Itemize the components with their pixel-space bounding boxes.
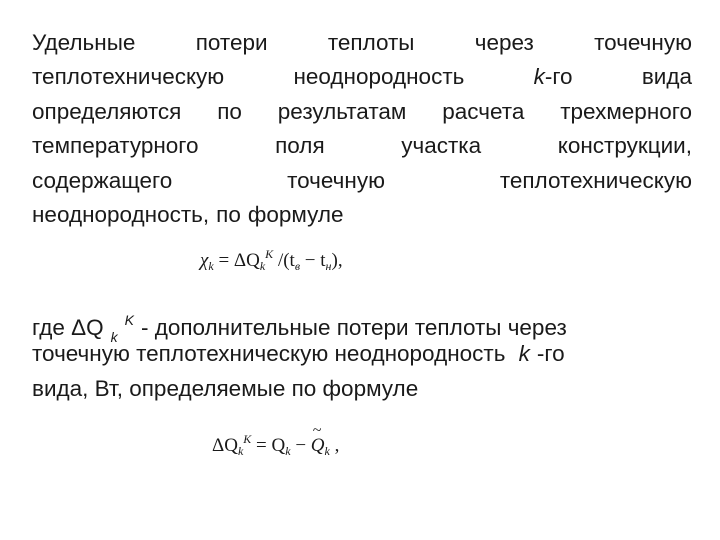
word: потери — [195, 30, 268, 55]
formula-superscript: K — [243, 432, 252, 446]
formula-text: ), — [331, 250, 343, 271]
word: Удельные — [32, 30, 136, 55]
formula-subscript: н — [325, 259, 332, 273]
paragraph-1-line-2 — [32, 60, 692, 94]
paragraph-1 — [32, 26, 692, 232]
word: поля — [275, 133, 325, 159]
word: теплоты — [327, 30, 415, 55]
text — [32, 303, 567, 345]
italic-k: k — [518, 341, 530, 367]
word: неоднородность, — [32, 201, 210, 227]
formula-text: − t — [300, 250, 326, 271]
formula-symbol: χ — [200, 250, 209, 271]
text: где ΔQ — [32, 315, 104, 340]
formula-subscript: k — [324, 444, 330, 458]
formula-subscript: в — [294, 259, 301, 273]
subscript: k — [110, 329, 118, 345]
paragraph-2-line-1 — [32, 303, 692, 345]
paragraph-1-line-1 — [32, 26, 692, 60]
text: -го — [536, 341, 565, 367]
formula-subscript: k — [208, 259, 214, 273]
paragraph-2 — [32, 303, 692, 406]
text — [32, 337, 565, 371]
word: точечную — [594, 30, 692, 55]
paragraph-1-line-4 — [32, 129, 692, 163]
word: результатам — [277, 98, 407, 124]
formula-subscript: k — [237, 444, 244, 458]
word: неоднородность — [293, 64, 465, 90]
word: участка — [401, 133, 482, 159]
word: точечную — [287, 167, 385, 193]
formula-specific-heat-loss — [200, 247, 343, 274]
formula-additional-heat-loss — [212, 432, 339, 459]
paragraph-2-line-3 — [32, 372, 692, 406]
word: содержащего — [32, 167, 173, 193]
text: точечную теплотехническую неоднородность — [32, 341, 512, 367]
word: трехмерного — [560, 98, 692, 124]
formula-text: /(t — [273, 250, 295, 271]
formula-text: , — [329, 435, 340, 456]
formula-subscript: k — [259, 259, 266, 273]
word-k-type: k-го — [533, 64, 573, 90]
word: через — [474, 30, 534, 55]
text: вида, Вт, определяемые по формуле — [32, 375, 419, 401]
word: теплотехническую — [499, 167, 692, 193]
word: определяются — [32, 98, 182, 124]
word: формуле — [247, 201, 344, 227]
word: теплотехническую — [32, 64, 225, 90]
word: расчета — [442, 98, 525, 124]
word: конструкции, — [557, 133, 692, 159]
formula-text: = ΔQ — [213, 250, 260, 271]
formula-q-tilde: ~ Q — [311, 435, 325, 457]
formula-text: ΔQ — [212, 435, 238, 456]
word: по — [216, 201, 241, 227]
formula-text: − — [290, 435, 311, 456]
word: вида — [641, 64, 692, 90]
formula-text: = Q — [251, 435, 286, 456]
word: температурного — [32, 133, 199, 159]
italic-k: k — [533, 64, 545, 90]
text: - дополнительные потери теплоты через — [140, 315, 567, 340]
paragraph-1-line-6 — [32, 198, 692, 232]
paragraph-1-line-3 — [32, 95, 692, 129]
formula-superscript: K — [265, 247, 274, 261]
formula-subscript: k — [285, 444, 291, 458]
word: по — [217, 98, 242, 124]
superscript: K — [124, 312, 134, 328]
paragraph-1-line-5 — [32, 164, 692, 198]
paragraph-2-line-2 — [32, 337, 692, 371]
